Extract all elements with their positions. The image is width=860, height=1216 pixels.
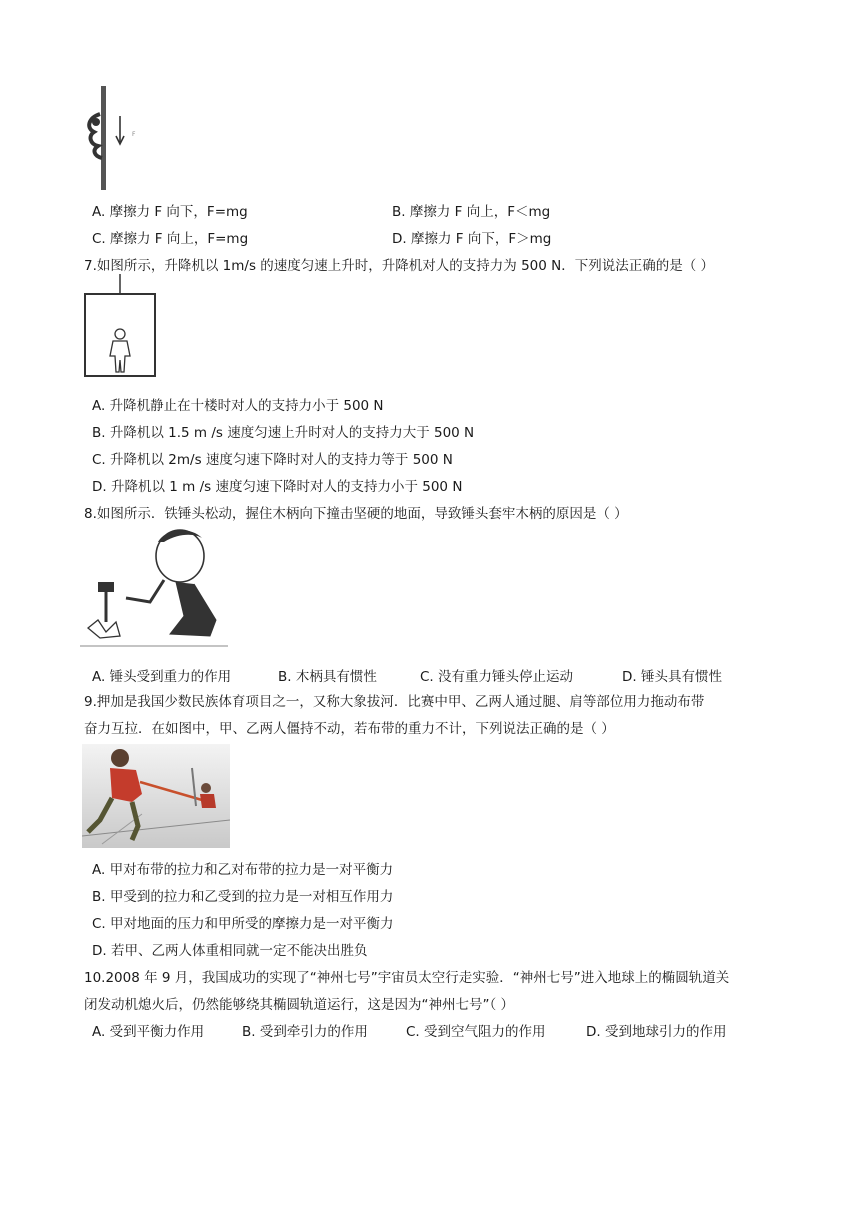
q6-option-a-text: A. 摩擦力 F 向下，F=mg bbox=[92, 204, 248, 220]
q7-option-a[interactable] bbox=[92, 394, 384, 414]
q6-option-d[interactable] bbox=[392, 227, 551, 247]
q10-stem-line1: 10.2008 年 9 月，我国成功的实现了“神州七号”宇宙员太空行走实验．“神州七号”进入地球上的椭圆轨道关 bbox=[84, 970, 730, 986]
q9-stem-line1: 9.押加是我国少数民族体育项目之一，又称大象拔河．比赛中甲、乙两人通过腿、肩等部位用力拖动布带 bbox=[84, 694, 705, 710]
q10-option-c-text: C. 受到空气阻力的作用 bbox=[406, 1024, 546, 1040]
q7-option-a-text: A. 升降机静止在十楼时对人的支持力小于 500 N bbox=[92, 398, 384, 414]
q7-stem: 7.如图所示，升降机以 1m/s 的速度匀速上升时，升降机对人的支持力为 500 N．下列说法正确的是（ ） bbox=[84, 258, 715, 274]
svg-text:F: F bbox=[132, 131, 136, 138]
q6-option-d-text: D. 摩擦力 F 向下，F＞mg bbox=[392, 231, 552, 247]
q6-option-c[interactable] bbox=[92, 227, 248, 247]
q7-option-d-text: D. 升降机以 1 m /s 速度匀速下降时对人的支持力小于 500 N bbox=[92, 479, 463, 495]
hammer-man-figure bbox=[80, 524, 228, 652]
q9-option-c-text: C. 甲对地面的压力和甲所受的摩擦力是一对平衡力 bbox=[92, 916, 394, 932]
q7-option-c[interactable] bbox=[92, 448, 453, 468]
q9-option-b-text: B. 甲受到的拉力和乙受到的拉力是一对相互作用力 bbox=[92, 889, 394, 905]
q10-option-b[interactable] bbox=[242, 1020, 368, 1040]
q9-option-d[interactable] bbox=[92, 939, 367, 959]
q6-option-c-text: C. 摩擦力 F 向上，F=mg bbox=[92, 231, 249, 247]
q7-option-c-text: C. 升降机以 2m/s 速度匀速下降时对人的支持力等于 500 N bbox=[92, 452, 453, 468]
q6-option-a[interactable] bbox=[92, 200, 248, 220]
q7-option-b[interactable] bbox=[92, 421, 474, 441]
q10-stem-line2: 闭发动机熄火后，仍然能够绕其椭圆轨道运行，这是因为“神州七号”（ ） bbox=[84, 997, 515, 1013]
q10-option-c[interactable] bbox=[406, 1020, 546, 1040]
q8-option-c-text: C. 没有重力锤头停止运动 bbox=[420, 669, 574, 685]
q7-option-b-text: B. 升降机以 1.5 m /s 速度匀速上升时对人的支持力大于 500 N bbox=[92, 425, 475, 441]
tug-of-war-photo bbox=[82, 744, 230, 848]
pole-climber-figure bbox=[80, 84, 146, 194]
q10-option-b-text: B. 受到牵引力的作用 bbox=[242, 1024, 368, 1040]
q9-option-d-text: D. 若甲、乙两人体重相同就一定不能决出胜负 bbox=[92, 943, 368, 959]
q10-option-a[interactable] bbox=[92, 1020, 204, 1040]
q8-option-b[interactable] bbox=[278, 665, 377, 685]
q6-option-b[interactable] bbox=[392, 200, 550, 220]
q8-option-a[interactable] bbox=[92, 665, 231, 685]
q9-option-a[interactable] bbox=[92, 858, 393, 878]
q8-option-a-text: A. 锤头受到重力的作用 bbox=[92, 669, 232, 685]
q9-option-b[interactable] bbox=[92, 885, 393, 905]
q8-option-d[interactable] bbox=[622, 665, 722, 685]
q10-option-d[interactable] bbox=[586, 1020, 726, 1040]
q10-option-a-text: A. 受到平衡力作用 bbox=[92, 1024, 205, 1040]
q9-option-a-text: A. 甲对布带的拉力和乙对布带的拉力是一对平衡力 bbox=[92, 862, 394, 878]
q8-option-b-text: B. 木柄具有惯性 bbox=[278, 669, 377, 685]
elevator-person-figure bbox=[82, 274, 158, 378]
q8-option-d-text: D. 锤头具有惯性 bbox=[622, 669, 722, 685]
q9-stem-line2: 奋力互拉．在如图中，甲、乙两人僵持不动，若布带的重力不计，下列说法正确的是（ ） bbox=[84, 721, 615, 737]
q7-option-d[interactable] bbox=[92, 475, 462, 495]
q9-option-c[interactable] bbox=[92, 912, 394, 932]
q10-option-d-text: D. 受到地球引力的作用 bbox=[586, 1024, 727, 1040]
q8-option-c[interactable] bbox=[420, 665, 573, 685]
q8-stem: 8.如图所示．铁锤头松动，握住木柄向下撞击坚硬的地面，导致锤头套牢木柄的原因是（ ） bbox=[84, 506, 628, 522]
q6-option-b-text: B. 摩擦力 F 向上，F＜mg bbox=[392, 204, 551, 220]
